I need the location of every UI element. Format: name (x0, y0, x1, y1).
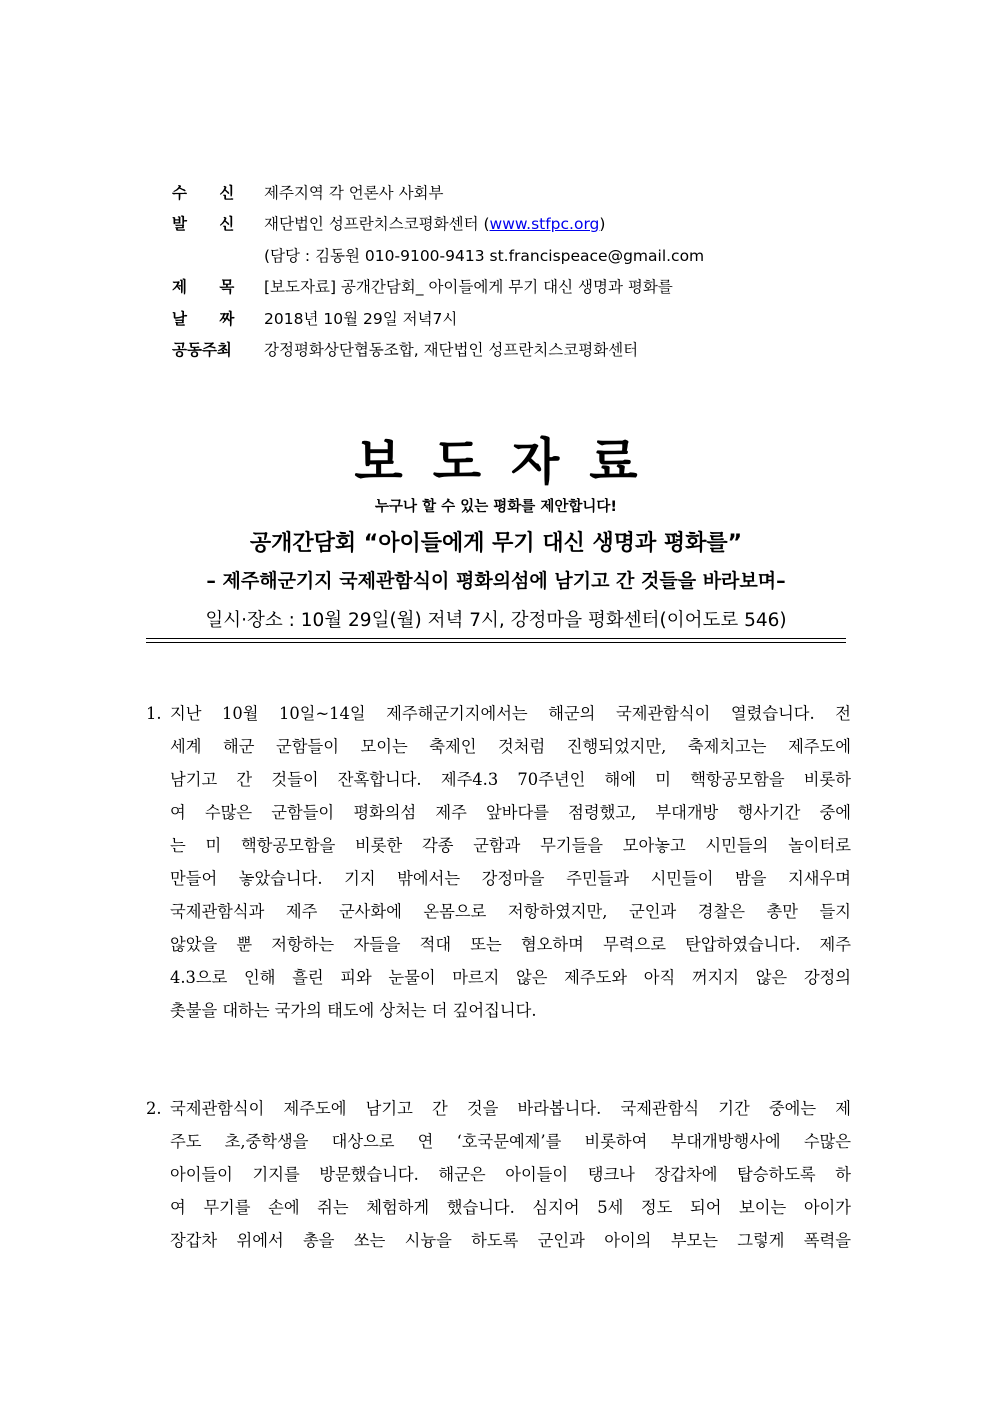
paragraph-1 (146, 697, 851, 1027)
date-value: 2018년 10월 29일 저녁7시 (264, 309, 458, 328)
recipient-value: 제주지역 각 언론사 사회부 (264, 183, 444, 202)
divider (146, 638, 846, 643)
recipient-label: 수 신 (172, 183, 235, 202)
paragraph-2 (146, 1092, 851, 1257)
paragraph-line: 남기고 간 것들이 잔혹합니다. 제주4.3 70주년인 해에 미 핵항공모함을 비롯하 (170, 770, 851, 789)
paragraph-line: 아이들이 기지를 방문했습니다. 해군은 아이들이 탱크나 장갑차에 탑승하도록 하 (170, 1165, 851, 1184)
website-link[interactable]: www.stfpc.org (489, 215, 600, 234)
paragraph-line: 세계 해군 군함들이 모이는 축제인 것처럼 진행되었지만, 축제치고는 제주도에 (170, 737, 851, 756)
header-row-date (172, 302, 872, 334)
page-title: 보도자료 (354, 433, 668, 491)
header-row-recipient (172, 176, 872, 208)
paragraph-number: 1. (146, 704, 162, 723)
sender-label: 발 신 (172, 215, 235, 234)
header-row-contact (172, 239, 872, 271)
paragraph-line: 않았을 뿐 저항하는 자들을 적대 또는 혐오하며 무력으로 탄압하였습니다. 제주 (170, 935, 851, 954)
event-datetime: 일시·장소 : 10월 29일(월) 저녁 7시, 강정마을 평화센터(이어도로 546) (205, 610, 787, 631)
tagline: 누구나 할 수 있는 평화를 제안합니다! (375, 499, 617, 515)
paragraph-line: 국제관함식과 제주 군사화에 온몸으로 저항하였지만, 군인과 경찰은 총만 들지 (170, 902, 851, 921)
paragraph-number: 2. (146, 1099, 162, 1118)
subtitle: 공개간담회 “아이들에게 무기 대신 생명과 평화를” (249, 531, 743, 556)
paragraph-line: 1. 지난 10월 10일~14일 제주해군기지에서는 해군의 국제관함식이 열렸습니다. 전 (146, 697, 851, 730)
paragraph-line: 4.3으로 인해 흘린 피와 눈물이 마르지 않은 제주도와 아직 꺼지지 않은 강정의 (170, 968, 851, 987)
paragraph-line: 장갑차 위에서 총을 쏘는 시늉을 하도록 군인과 아이의 부모는 그렇게 폭력을 (170, 1231, 851, 1250)
paragraph-line: 주도 초,중학생을 대상으로 연 ‘호국문예제’를 비롯하여 부대개방행사에 수많은 (170, 1132, 851, 1151)
paragraph-line: 여 수많은 군함들이 평화의섬 제주 앞바다를 점령했고, 부대개방 행사기간 중에 (170, 803, 851, 822)
paragraph-line: 만들어 놓았습니다. 기지 밖에서는 강정마을 주민들과 시민들이 밤을 지새우며 (170, 869, 851, 888)
cohost-label: 공동주최 (172, 341, 232, 360)
paragraph-line: 2. 국제관함식이 제주도에 남기고 간 것을 바라봅니다. 국제관함식 기간 중에는 제 (146, 1092, 851, 1125)
paragraph-line: 는 미 핵항공모함을 비롯한 각종 군함과 무기들을 모아놓고 시민들의 놀이터로 (170, 836, 851, 855)
header-row-cohost (172, 334, 872, 366)
subject-value: [보도자료] 공개간담회_ 아이들에게 무기 대신 생명과 평화를 (264, 278, 673, 297)
header-row-subject (172, 271, 872, 303)
contact-value: (담당 : 김동원 010-9100-9413 st.francispeace@gmail.com (264, 246, 705, 265)
paragraph-line: 여 무기를 손에 쥐는 체험하게 했습니다. 심지어 5세 정도 되어 보이는 아이가 (170, 1198, 851, 1217)
sender-value: 재단법인 성프란치스코평화센터 (www.stfpc.org) (264, 215, 606, 234)
subject-label: 제 목 (172, 278, 235, 297)
header-block (172, 176, 872, 365)
sub-subtitle: – 제주해군기지 국제관함식이 평화의섬에 남기고 간 것들을 바라보며– (206, 570, 786, 592)
cohost-value: 강정평화상단협동조합, 재단법인 성프란치스코평화센터 (264, 341, 639, 360)
date-label: 날 짜 (172, 309, 235, 328)
header-row-sender (172, 208, 872, 240)
paragraph-line: 촛불을 대하는 국가의 태도에 상처는 더 깊어집니다. (170, 1001, 537, 1020)
